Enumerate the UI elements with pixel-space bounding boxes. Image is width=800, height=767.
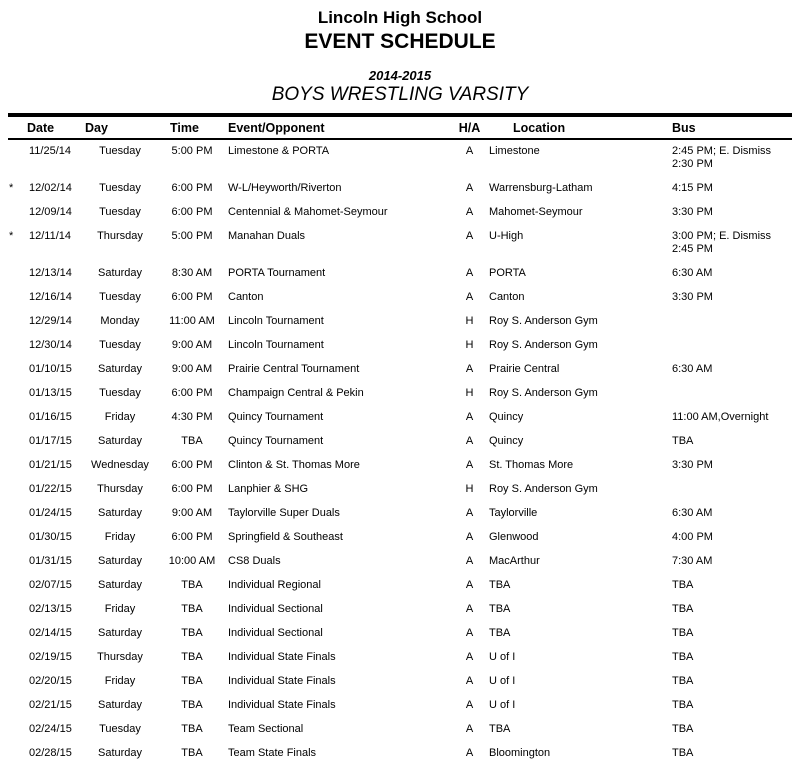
cell-bus: 11:00 AM,Overnight (672, 411, 769, 423)
cell-location: TBA (489, 579, 511, 591)
cell-ha: A (465, 206, 474, 218)
cell-ha: A (465, 411, 474, 423)
cell-date: 01/21/15 (29, 459, 72, 471)
cell-date: 02/24/15 (29, 723, 72, 735)
cell-time: TBA (181, 579, 203, 591)
cell-time: TBA (181, 699, 203, 711)
cell-location: Prairie Central (489, 363, 560, 375)
cell-event: Champaign Central & Pekin (228, 387, 364, 399)
cell-time: 6:00 PM (171, 291, 213, 303)
col-header-bus: Bus (672, 121, 696, 135)
row-star-marker (8, 627, 25, 628)
cell-bus: TBA (672, 747, 694, 759)
row-star-marker (8, 603, 25, 604)
cell-day: Tuesday (99, 291, 141, 303)
cell-location: Glenwood (489, 531, 539, 543)
cell-event: Individual State Finals (228, 699, 336, 711)
cell-time: 5:00 PM (171, 230, 213, 242)
table-row (8, 646, 792, 670)
row-star-marker (8, 507, 25, 508)
cell-event: Individual Sectional (228, 603, 323, 615)
row-star-marker (8, 411, 25, 412)
cell-bus: TBA (672, 435, 694, 447)
table-row (8, 502, 792, 526)
cell-event: Prairie Central Tournament (228, 363, 360, 375)
cell-date: 02/07/15 (29, 579, 72, 591)
cell-event: Individual Sectional (228, 627, 323, 639)
cell-ha: A (465, 230, 474, 242)
cell-location: U of I (489, 651, 516, 663)
cell-time: 5:00 PM (171, 145, 213, 157)
cell-day: Friday (104, 675, 136, 687)
cell-ha: A (465, 435, 474, 447)
cell-day: Tuesday (99, 723, 141, 735)
cell-bus: 2:45 PM; E. Dismiss 2:30 PM (672, 145, 772, 170)
cell-ha: A (465, 507, 474, 519)
cell-day: Tuesday (99, 182, 141, 194)
cell-bus: 4:00 PM (672, 531, 713, 543)
cell-event: Individual Regional (228, 579, 321, 591)
cell-day: Saturday (97, 579, 143, 591)
cell-location: PORTA (489, 267, 526, 279)
cell-location: St. Thomas More (489, 459, 574, 471)
cell-date: 11/25/14 (29, 145, 72, 157)
cell-time: 9:00 AM (171, 339, 213, 351)
cell-time: 4:30 PM (171, 411, 213, 423)
cell-event: Lincoln Tournament (228, 339, 324, 351)
cell-event: PORTA Tournament (228, 267, 326, 279)
col-header-date: Date (27, 121, 55, 135)
cell-bus: TBA (672, 723, 694, 735)
col-header-event-opponent: Event/Opponent (228, 121, 325, 135)
cell-bus: TBA (672, 603, 694, 615)
cell-event: Individual State Finals (228, 675, 336, 687)
cell-location: U of I (489, 675, 516, 687)
season-label: 2014-2015 (368, 68, 432, 83)
cell-date: 01/30/15 (29, 531, 72, 543)
cell-time: TBA (181, 627, 203, 639)
cell-day: Thursday (97, 230, 143, 242)
cell-date: 02/13/15 (29, 603, 72, 615)
cell-time: 6:00 PM (171, 387, 213, 399)
cell-bus: TBA (672, 699, 694, 711)
col-header-home-away: H/A (458, 121, 481, 135)
table-row (8, 598, 792, 622)
table-row (8, 262, 792, 286)
table-row (8, 406, 792, 430)
table-row (8, 742, 792, 766)
row-star-marker (8, 206, 25, 207)
cell-date: 12/29/14 (29, 315, 72, 327)
cell-location: Canton (489, 291, 525, 303)
cell-ha: A (465, 747, 474, 759)
col-header-day: Day (85, 121, 108, 135)
cell-day: Tuesday (99, 206, 141, 218)
cell-date: 01/16/15 (29, 411, 72, 423)
cell-event: Centennial & Mahomet-Seymour (228, 206, 388, 218)
cell-ha: H (465, 339, 474, 351)
cell-time: 6:00 PM (171, 483, 213, 495)
cell-ha: A (465, 579, 474, 591)
cell-time: 9:00 AM (171, 507, 213, 519)
schedule-table (8, 113, 792, 766)
table-row (8, 286, 792, 310)
row-star-marker (8, 651, 25, 652)
cell-day: Tuesday (99, 339, 141, 351)
school-name: Lincoln High School (317, 8, 483, 27)
cell-day: Saturday (97, 627, 143, 639)
row-star-marker (8, 579, 25, 580)
row-star-marker (8, 747, 25, 748)
cell-location: TBA (489, 603, 511, 615)
cell-bus: TBA (672, 651, 694, 663)
cell-event: Team Sectional (228, 723, 304, 735)
table-row (8, 225, 792, 262)
cell-time: TBA (181, 651, 203, 663)
cell-ha: A (465, 531, 474, 543)
cell-day: Saturday (97, 555, 143, 567)
table-row (8, 358, 792, 382)
cell-event: Lincoln Tournament (228, 315, 324, 327)
row-star-marker (8, 363, 25, 364)
cell-ha: A (465, 651, 474, 663)
cell-event: Springfield & Southeast (228, 531, 343, 543)
cell-event: Manahan Duals (228, 230, 306, 242)
cell-ha: A (465, 182, 474, 194)
cell-date: 12/09/14 (29, 206, 72, 218)
cell-location: U-High (489, 230, 524, 242)
cell-time: 8:30 AM (171, 267, 213, 279)
cell-location: Mahomet-Seymour (489, 206, 583, 218)
row-star-marker (8, 699, 25, 700)
cell-location: Warrensburg-Latham (489, 182, 593, 194)
table-row (8, 694, 792, 718)
cell-event: Individual State Finals (228, 651, 336, 663)
table-row (8, 526, 792, 550)
cell-date: 01/13/15 (29, 387, 72, 399)
cell-bus: TBA (672, 675, 694, 687)
table-row (8, 550, 792, 574)
row-star-marker: * (9, 182, 14, 194)
cell-location: TBA (489, 723, 511, 735)
row-star-marker (8, 459, 25, 460)
cell-date: 01/24/15 (29, 507, 72, 519)
cell-date: 02/20/15 (29, 675, 72, 687)
cell-bus: TBA (672, 579, 694, 591)
cell-time: TBA (181, 747, 203, 759)
cell-time: 9:00 AM (171, 363, 213, 375)
cell-day: Tuesday (99, 145, 141, 157)
cell-bus (670, 387, 792, 388)
table-row (8, 310, 792, 334)
cell-date: 02/28/15 (29, 747, 72, 759)
cell-day: Saturday (97, 267, 143, 279)
document-title: EVENT SCHEDULE (304, 30, 496, 53)
cell-time: TBA (181, 675, 203, 687)
cell-bus: TBA (672, 627, 694, 639)
cell-event: Limestone & PORTA (228, 145, 330, 157)
cell-time: 6:00 PM (171, 182, 213, 194)
cell-ha: A (465, 291, 474, 303)
cell-bus (670, 339, 792, 340)
cell-day: Saturday (97, 363, 143, 375)
cell-time: 10:00 AM (168, 555, 216, 567)
cell-day: Wednesday (91, 459, 149, 471)
cell-day: Friday (104, 603, 136, 615)
row-star-marker (8, 387, 25, 388)
cell-bus (670, 483, 792, 484)
cell-location: Quincy (489, 411, 524, 423)
cell-bus: 6:30 AM (672, 267, 713, 279)
cell-day: Saturday (97, 435, 143, 447)
col-header-location: Location (513, 121, 566, 135)
row-star-marker (8, 675, 25, 676)
row-star-marker (8, 315, 25, 316)
table-row (8, 140, 792, 177)
row-star-marker (8, 267, 25, 268)
cell-date: 01/10/15 (29, 363, 72, 375)
schedule-rows (8, 140, 792, 766)
col-header-star (8, 121, 25, 122)
cell-bus (670, 315, 792, 316)
table-row (8, 718, 792, 742)
cell-location: Quincy (489, 435, 524, 447)
cell-day: Tuesday (99, 387, 141, 399)
cell-day: Saturday (97, 747, 143, 759)
cell-location: Roy S. Anderson Gym (489, 387, 598, 399)
cell-location: Bloomington (489, 747, 551, 759)
cell-bus: 3:30 PM (672, 459, 713, 471)
cell-date: 12/13/14 (29, 267, 72, 279)
cell-ha: A (465, 603, 474, 615)
team-name: BOYS WRESTLING VARSITY (271, 84, 529, 105)
table-row (8, 430, 792, 454)
document-header (8, 6, 792, 106)
cell-date: 02/14/15 (29, 627, 72, 639)
row-star-marker: * (9, 230, 14, 242)
cell-day: Thursday (97, 483, 143, 495)
cell-time: 6:00 PM (171, 206, 213, 218)
table-row (8, 454, 792, 478)
cell-day: Thursday (97, 651, 143, 663)
cell-day: Monday (100, 315, 140, 327)
cell-location: MacArthur (489, 555, 540, 567)
cell-ha: H (465, 483, 474, 495)
cell-ha: A (465, 723, 474, 735)
cell-bus: 4:15 PM (672, 182, 713, 194)
cell-time: TBA (181, 435, 203, 447)
cell-event: Canton (228, 291, 264, 303)
table-row (8, 478, 792, 502)
cell-time: TBA (181, 723, 203, 735)
cell-date: 01/22/15 (29, 483, 72, 495)
cell-bus: 7:30 AM (672, 555, 713, 567)
table-row (8, 622, 792, 646)
cell-bus: 3:00 PM; E. Dismiss 2:45 PM (672, 230, 772, 255)
cell-bus: 3:30 PM (672, 291, 713, 303)
row-star-marker (8, 145, 25, 146)
row-star-marker (8, 483, 25, 484)
cell-bus: 6:30 AM (672, 363, 713, 375)
cell-ha: H (465, 387, 474, 399)
cell-ha: A (465, 555, 474, 567)
table-row (8, 670, 792, 694)
table-row (8, 201, 792, 225)
table-row (8, 574, 792, 598)
cell-location: Taylorville (489, 507, 538, 519)
row-star-marker (8, 723, 25, 724)
table-header-row (8, 113, 792, 140)
cell-event: Lanphier & SHG (228, 483, 309, 495)
cell-bus: 3:30 PM (672, 206, 713, 218)
cell-day: Friday (104, 411, 136, 423)
cell-time: TBA (181, 603, 203, 615)
cell-event: W-L/Heyworth/Riverton (228, 182, 342, 194)
cell-ha: A (465, 145, 474, 157)
cell-date: 02/19/15 (29, 651, 72, 663)
cell-date: 12/30/14 (29, 339, 72, 351)
cell-date: 01/31/15 (29, 555, 72, 567)
cell-day: Saturday (97, 699, 143, 711)
cell-day: Saturday (97, 507, 143, 519)
table-row (8, 382, 792, 406)
cell-location: TBA (489, 627, 511, 639)
row-star-marker (8, 435, 25, 436)
cell-ha: A (465, 267, 474, 279)
cell-location: Roy S. Anderson Gym (489, 483, 598, 495)
cell-event: Quincy Tournament (228, 411, 324, 423)
cell-time: 6:00 PM (171, 531, 213, 543)
row-star-marker (8, 291, 25, 292)
cell-ha: A (465, 699, 474, 711)
row-star-marker (8, 531, 25, 532)
row-star-marker (8, 339, 25, 340)
cell-location: Roy S. Anderson Gym (489, 339, 598, 351)
cell-event: Taylorville Super Duals (228, 507, 340, 519)
cell-ha: A (465, 363, 474, 375)
cell-location: U of I (489, 699, 516, 711)
cell-time: 11:00 AM (169, 315, 215, 327)
cell-date: 12/11/14 (29, 230, 72, 242)
cell-bus: 6:30 AM (672, 507, 713, 519)
cell-date: 12/02/14 (29, 182, 72, 194)
table-row (8, 334, 792, 358)
table-row (8, 177, 792, 201)
cell-event: Team State Finals (228, 747, 317, 759)
cell-ha: H (465, 315, 474, 327)
cell-date: 01/17/15 (29, 435, 72, 447)
col-header-time: Time (170, 121, 199, 135)
row-star-marker (8, 555, 25, 556)
cell-day: Friday (104, 531, 136, 543)
cell-ha: A (465, 459, 474, 471)
cell-time: 6:00 PM (171, 459, 213, 471)
cell-event: Quincy Tournament (228, 435, 324, 447)
cell-date: 12/16/14 (29, 291, 72, 303)
cell-location: Roy S. Anderson Gym (489, 315, 598, 327)
cell-event: Clinton & St. Thomas More (228, 459, 360, 471)
cell-date: 02/21/15 (29, 699, 72, 711)
cell-ha: A (465, 627, 474, 639)
cell-location: Limestone (489, 145, 540, 157)
cell-ha: A (465, 675, 474, 687)
cell-event: CS8 Duals (228, 555, 281, 567)
